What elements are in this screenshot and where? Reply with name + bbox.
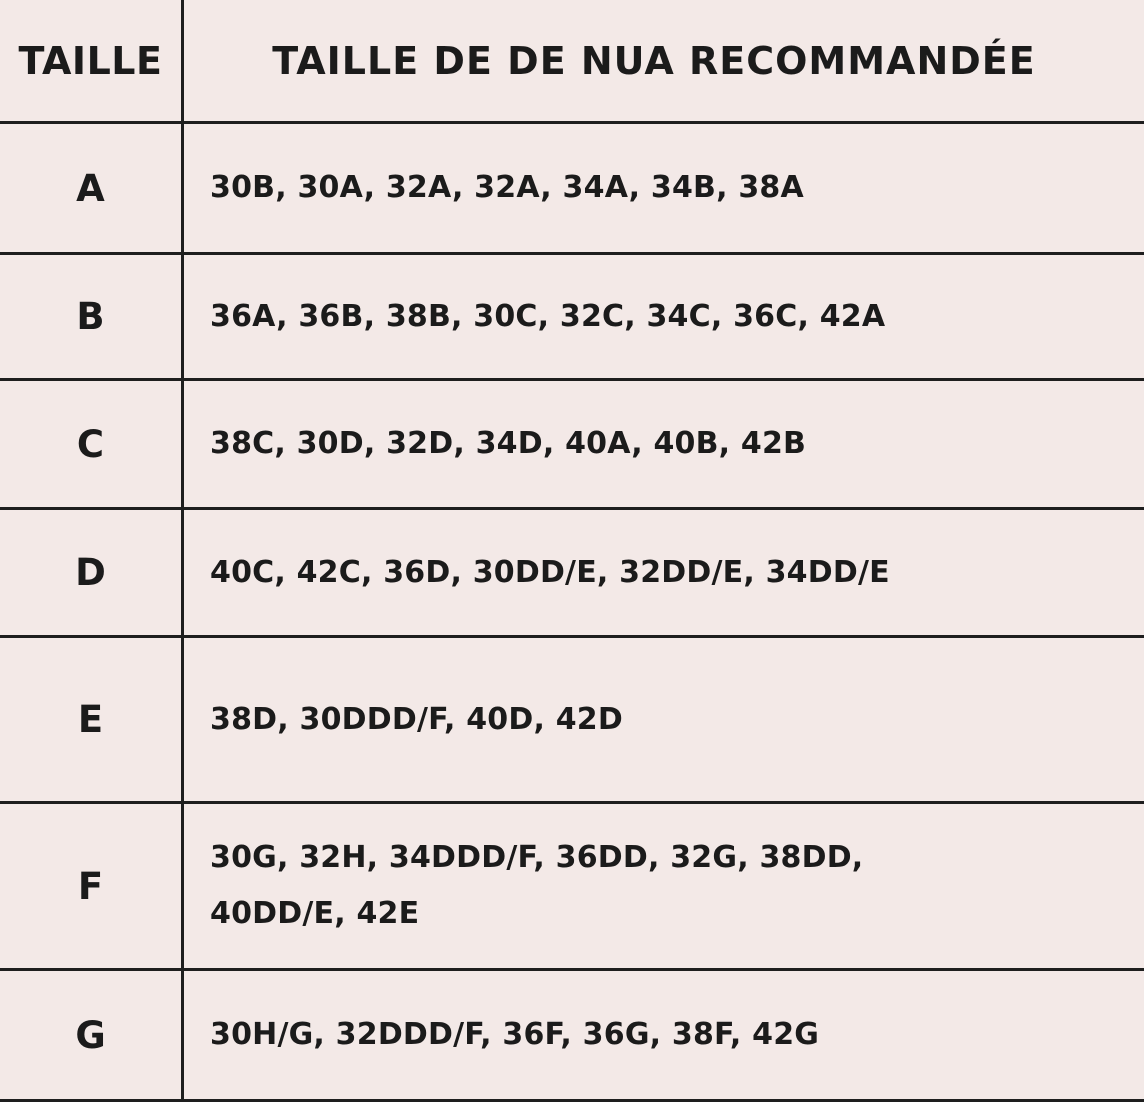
header-recommended: TAILLE DE DE NUA RECOMMANDÉE [272,38,1036,83]
row-size-g: G [75,1013,106,1057]
row-recommended-f: 30G, 32H, 34DDD/F, 36DD, 32G, 38DD, 40DD/E, 42E [210,840,864,931]
row-size-d: D [75,551,106,594]
row-size-a: A [76,166,105,210]
row-recommended-b: 36A, 36B, 38B, 30C, 32C, 34C, 36C, 42A [210,298,886,334]
row-recommended-g: 30H/G, 32DDD/F, 36F, 36G, 38F, 42G [210,1017,820,1052]
row-recommended-d: 40C, 42C, 36D, 30DD/E, 32DD/E, 34DD/E [210,554,890,590]
row-size-f: F [77,864,104,908]
row-recommended-e: 38D, 30DDD/F, 40D, 42D [210,701,623,737]
row-size-e: E [77,698,104,741]
row-recommended-c: 38C, 30D, 32D, 34D, 40A, 40B, 42B [210,426,807,461]
row-size-c: C [76,422,105,466]
row-recommended-a: 30B, 30A, 32A, 32A, 34A, 34B, 38A [210,170,804,205]
header-size: TAILLE [18,38,163,83]
column-divider [181,0,184,1102]
row-size-b: B [76,295,105,338]
